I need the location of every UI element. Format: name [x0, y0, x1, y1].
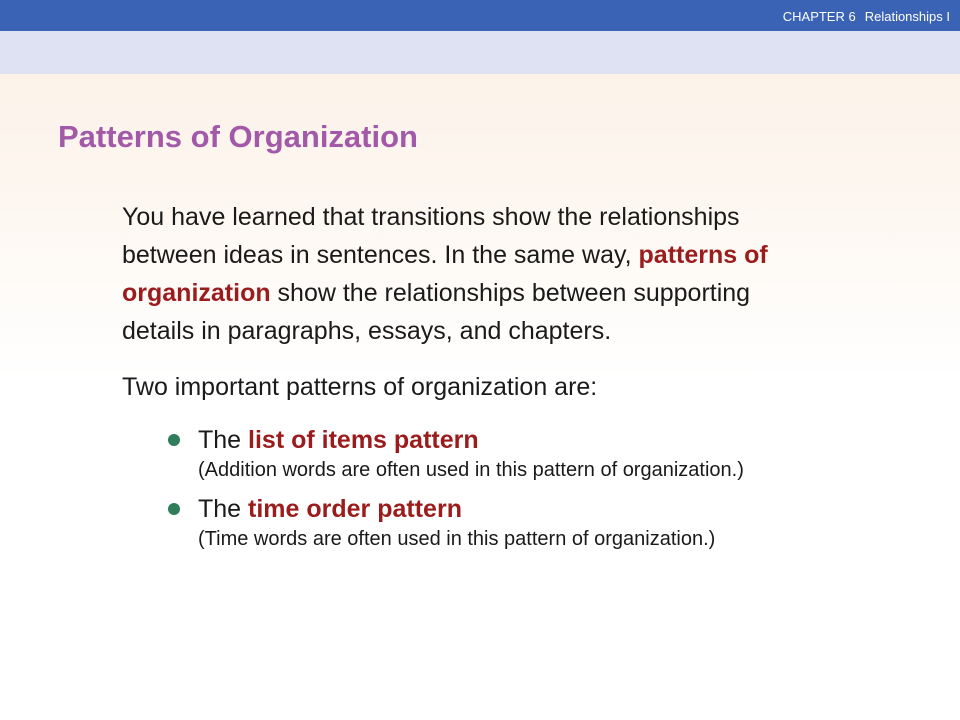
list-item	[162, 493, 802, 554]
chapter-section: Relationships I	[864, 9, 950, 24]
item-heading	[198, 493, 802, 525]
item-highlight: list of items pattern	[248, 426, 479, 454]
lead-sentence: Two important patterns of organization are:	[122, 373, 598, 401]
bullet-icon	[168, 434, 180, 446]
chapter-number: CHAPTER 6	[782, 9, 856, 24]
intro-text-end: show the relationships between supporting details in paragraphs, essays, and chapters.	[122, 279, 751, 345]
item-prefix: The	[198, 495, 249, 523]
intro-text-start: You have learned that transitions show the relationships between ideas in sentences. In the same way,	[122, 203, 740, 269]
item-heading	[198, 424, 802, 456]
chapter-label	[783, 9, 950, 24]
bullet-icon	[168, 503, 180, 515]
slide-title: Patterns of Organization	[58, 119, 418, 154]
item-note: (Addition words are often used in this pattern of organization.)	[198, 459, 744, 481]
item-highlight: time order pattern	[248, 495, 462, 523]
pattern-list	[162, 424, 802, 562]
list-item	[162, 424, 802, 485]
intro-paragraph	[122, 198, 822, 350]
item-note: (Time words are often used in this pattern of organization.)	[198, 528, 716, 550]
sub-bar	[0, 31, 960, 74]
intro-highlight: patterns of organization	[122, 241, 768, 307]
top-bar	[0, 0, 960, 31]
item-prefix: The	[198, 426, 249, 454]
